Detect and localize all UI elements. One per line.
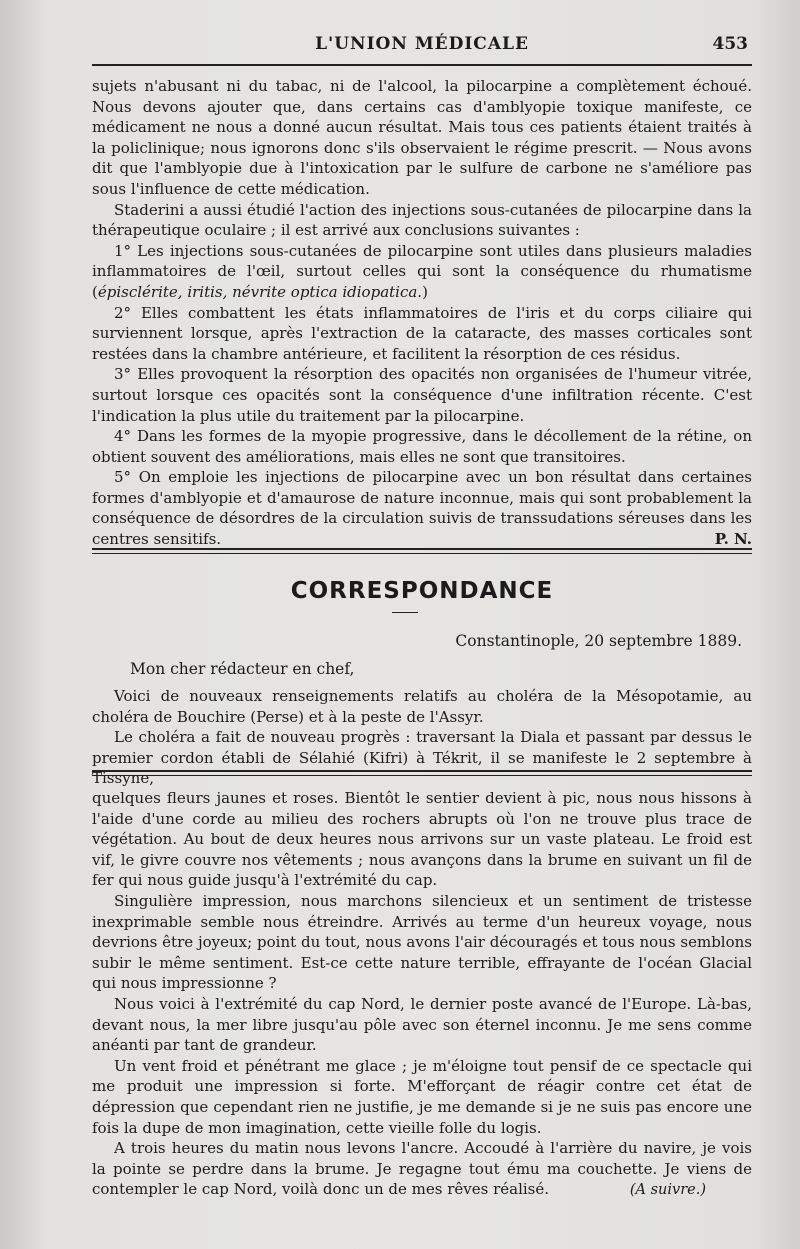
feuilleton-paragraph: quelques fleurs jaunes et roses. Bientôt le sentier devient à pic, nous nous hissons à l'aide d'une corde au milieu des rochers abrupts où l'on ne trouve plus trace de végétation. Au bout de deux heures nous arrivons sur un vaste plateau. Le froid est vif, le givre couvre nos vêtements ; nous avançons dans la brume en suivant un fil de fer qui nous guide jusqu'à l'extrémité du cap. xyxy=(92,789,752,890)
to-be-continued: (A suivre.) xyxy=(629,1182,706,1198)
running-header xyxy=(92,32,752,62)
article-paragraph: 3° Elles provoquent la résorption des opacités non organisées de l'humeur vitrée, surtout lorsque ces opacités sont la conséquence d'une infiltration récente. C'est l'indication la plus utile du traitement par la pilocarpine. xyxy=(92,365,752,425)
journal-title: L'UNION MÉDICALE xyxy=(315,34,529,54)
letter-salutation: Mon cher rédacteur en chef, xyxy=(130,660,355,678)
feuilleton-paragraph: Nous voici à l'extrémité du cap Nord, le dernier poste avancé de l'Europe. Là-bas, devant nous, la mer libre jusqu'au pôle avec son éternel inconnu. Je me sens comme anéanti par tant de grandeur. xyxy=(92,994,752,1055)
feuilleton-paragraph: A trois heures du matin nous levons l'ancre. Accoudé à l'arrière du navire, je vois la pointe se perdre dans la brume. Je regagne tout ému ma couchette. Je viens de contempler le cap Nord, voilà donc un de mes rêves réalisé. xyxy=(92,1139,752,1199)
feuilleton-body xyxy=(92,788,752,1200)
article-pilocarpine xyxy=(92,76,752,550)
feuilleton-paragraph: Singulière impression, nous marchons silencieux et un sentiment de tristesse inexprimable semble nous étreindre. Arrivés au terme d'un heureux voyage, nous devrions être joyeux; point du tout, nous avons l'air découragés et tous nous semblons subir le même sentiment. Est-ce cette nature terrible, effrayante de l'océan Glacial qui nous impressionne ? xyxy=(92,891,752,993)
feuilleton-paragraph: Un vent froid et pénétrant me glace ; je m'éloigne tout pensif de ce spectacle qui me produit une impression si forte. M'efforçant de réagir contre cet état de dépression que cependant rien ne justifie, je me demande si je ne suis pas encore une fois la dupe de mon imagination, cette vieille folle du logis. xyxy=(92,1056,752,1137)
article-paragraph: 2° Elles combattent les états inflammatoires de l'iris et du corps ciliaire qui surviennent lorsque, après l'extraction de la cataracte, des masses corticales sont restées dans la chambre antérieure, et facilitent la résorption de ces résidus. xyxy=(92,303,752,363)
article-last-text: 5° On emploie les injections de pilocarpine avec un bon résultat dans certaines formes d'amblyopie et d'amaurose de nature inconnue, mais qui sont probablement la conséquence de désordres de la circulation suivis de transsudations séreuses dans les centres sensitifs. xyxy=(92,468,752,549)
article-signature: P. N. xyxy=(714,530,752,549)
article-paragraph: Staderini a aussi étudié l'action des injections sous-cutanées de pilocarpine dans la thérapeutique oculaire ; il est arrivé aux conclusions suivantes : xyxy=(92,200,752,240)
section-rule-top-thin xyxy=(92,553,752,554)
letter-place-date: Constantinople, 20 septembre 1889. xyxy=(455,632,742,650)
title-underline xyxy=(392,612,418,613)
section-rule-top xyxy=(92,548,752,550)
correspondence-title: CORRESPONDANCE xyxy=(290,578,554,604)
letter-paragraph: Voici de nouveaux renseignements relatifs au choléra de la Mésopotamie, au choléra de Bouchire (Perse) et à la peste de l'Assyr. xyxy=(92,687,752,726)
article-paragraph: 4° Dans les formes de la myopie progressive, dans le décollement de la rétine, on obtient souvent des améliorations, mais elles ne sont que transitoires. xyxy=(92,427,752,466)
feuilleton-rule xyxy=(92,770,752,772)
page-number: 453 xyxy=(712,34,748,54)
article-paragraph xyxy=(92,467,752,549)
feuilleton-rule-thin xyxy=(92,775,752,776)
header-rule xyxy=(92,64,752,66)
letter-paragraph: Le choléra a fait de nouveau progrès : traversant la Diala et passant par dessus le premier cordon établi de Sélahié (Kifri) à Tékrit, il se manifeste le 2 septembre à Tissyne, xyxy=(92,728,752,788)
article-paragraph: sujets n'abusant ni du tabac, ni de l'alcool, la pilocarpine a complètement échoué. Nous devons ajouter que, dans certains cas d'amblyopie toxique manifeste, ce médicament ne nous a donné aucun résultat. Mais tous ces patients étaient traités à la policlinique; nous ignorons donc s'ils observaient le régime prescrit. — Nous avons dit que l'amblyopie due à l'intoxication par le sulfure de carbone ne s'améliore pas sous l'influence de cette médication. xyxy=(92,77,752,198)
article-paragraph: 1° Les injections sous-cutanées de pilocarpine sont utiles dans plusieurs maladies inflammatoires de l'œil, surtout celles qui sont la conséquence du rhumatisme (épisclérite, iritis, névrite optica idiopatica.) xyxy=(92,241,752,301)
correspondence-body xyxy=(92,686,752,789)
